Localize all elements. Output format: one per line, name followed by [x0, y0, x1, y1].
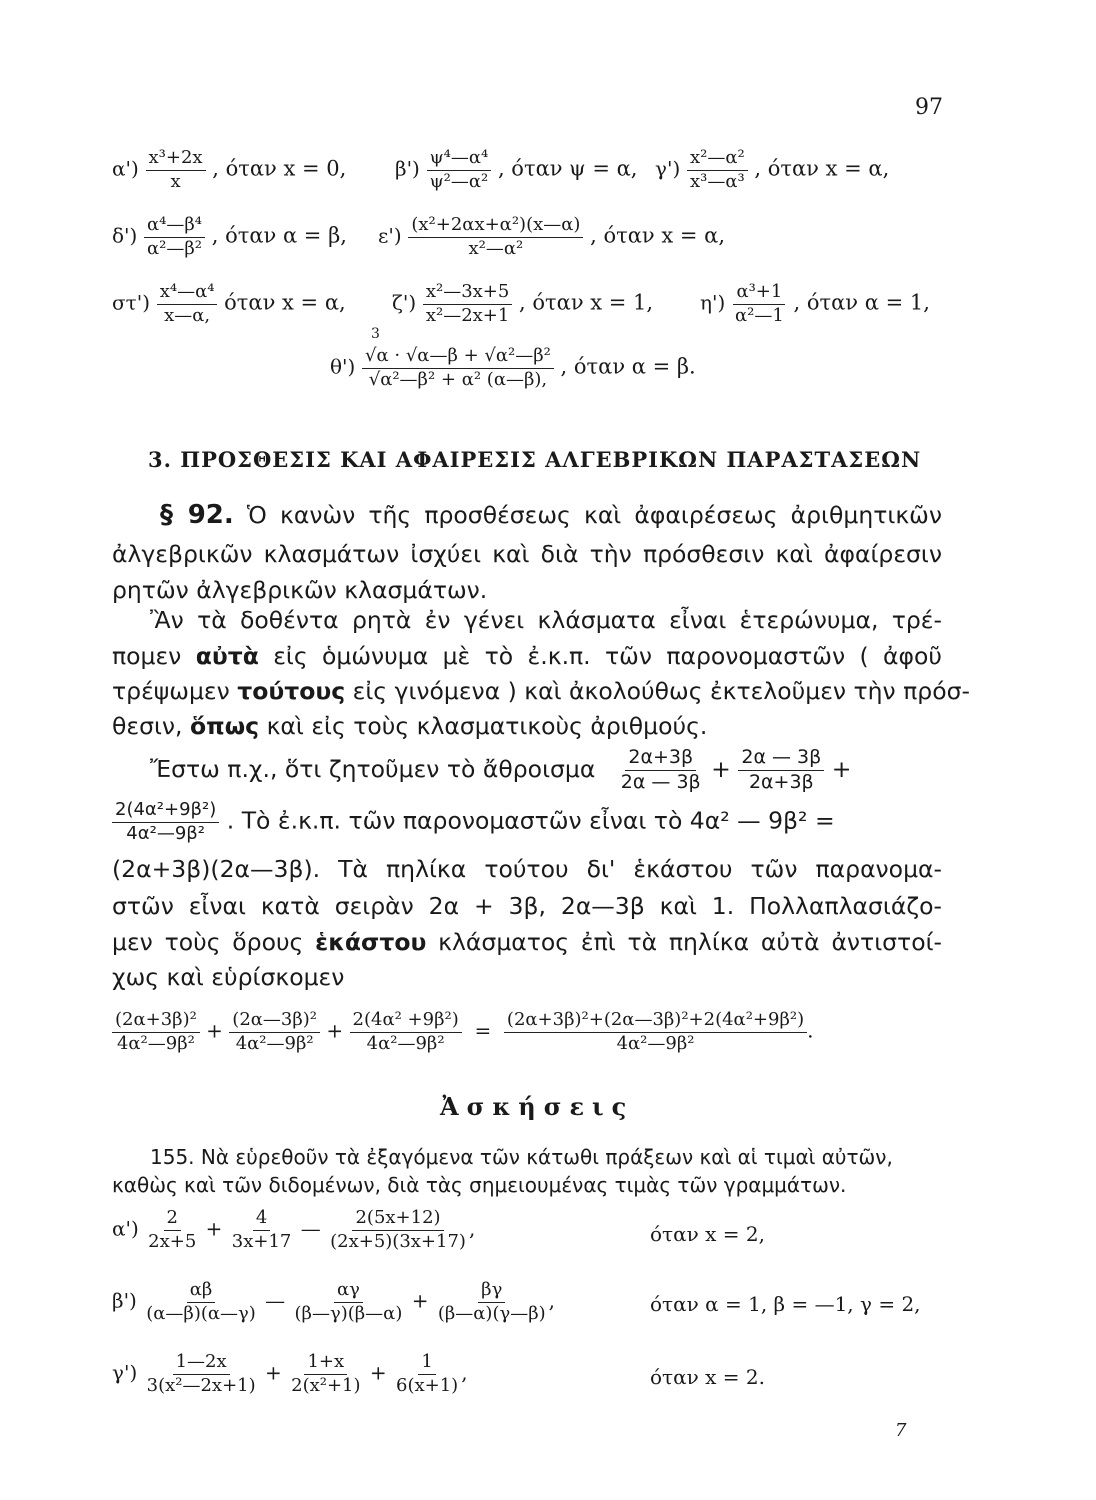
- exercise-155-g-condition: όταν x = 2.: [650, 1365, 765, 1389]
- exercise-155-b-condition: όταν α = 1, β = —1, γ = 2,: [650, 1292, 921, 1316]
- paragraph-1-line-3: ρητῶν ἀλγεβρικῶν κλασμάτων.: [112, 576, 488, 604]
- fraction: $\frac{\text{(x²+2αx+α²)(x—α)}}{\text{x²—α²}}$: [408, 215, 583, 259]
- exercises-title: Ἀσκήσεις: [440, 1092, 635, 1121]
- exercise-155-line-1: 155. Νὰ εὑρεθοῦν τὰ ἐξαγόμενα τῶν κάτωθι πράξεων καὶ αἱ τιμαὶ αὐτῶν,: [150, 1145, 893, 1169]
- paragraph-2-line-2: πομεν αὐτὰ εἰς ὁμώνυμα μὲ τὸ ἐ.κ.π. τῶν παρονομαστῶν ( ἀφοῦ: [112, 642, 942, 670]
- exercise-b-top: β') $\frac{\text{ψ⁴—α⁴}}{\text{ψ²—α²}}$ , όταν ψ = α,: [395, 147, 638, 192]
- fraction: $\frac{\text{x³+2x}}{x}$: [146, 148, 206, 192]
- exercise-155-a: α') $\frac{2}{2x+5}$ + $\frac{4}{3x+17}$ — $\frac{2(5x+12)}{(2x+5)(3x+17)}$ ,: [112, 1207, 476, 1252]
- exercise-155-b: β') $\frac{\alpha\beta}{(\alpha—\beta)(\alpha—\gamma)}$ — $\frac{\alpha\gamma}{(\beta—\gamma)(\beta—\alpha)}$ + $\frac{\beta\gamma}{(\beta—\alpha)(\gamma—\beta)}$ ,: [112, 1279, 556, 1324]
- exercise-155-a-condition: όταν x = 2,: [650, 1222, 765, 1246]
- fraction: $\frac{\alpha\beta}{(\alpha—\beta)(\alpha—\gamma)}$: [146, 1279, 256, 1324]
- exercise-z-top: ζ') $\frac{\text{x²—3x+5}}{\text{x²—2x+1}}$ , όταν x = 1,: [392, 281, 654, 326]
- exercise-d-top: δ') $\frac{\text{α⁴—β⁴}}{\text{α²—β²}}$ , όταν α = β,: [112, 214, 347, 259]
- paragraph-2-line-1: Ἂν τὰ δοθέντα ρητὰ ἐν γένει κλάσματα εἶναι ἑτερώνυμα, τρέ-: [150, 606, 942, 634]
- paragraph-4: $\frac{\text{2(4α²+9β²)}}{\text{4α²—9β²}}$ . Τὸ ἐ.κ.π. τῶν παρονομαστῶν εἶναι τὸ 4α² — 9β² =: [112, 800, 835, 844]
- fraction: $\frac{\beta\gamma}{(\beta—\alpha)(\gamma—\beta)}$: [437, 1279, 546, 1324]
- paragraph-2-line-3: τρέψωμεν τούτους εἰς γινόμενα ) καὶ ἀκολούθως ἐκτελοῦμεν τὴν πρόσ-: [112, 677, 970, 705]
- footer-signature-mark: 7: [895, 1420, 907, 1441]
- fraction: $\frac{\text{x²—3x+5}}{\text{x²—2x+1}}$: [423, 282, 513, 326]
- paragraph-3: Ἔστω π.χ., ὅτι ζητοῦμεν τὸ ἄθροισμα $\frac{2\alpha+3\beta}{2\alpha — 3\beta}$ + $\frac{2\alpha — 3\beta}{2\alpha+3\beta}$ +: [150, 746, 852, 793]
- label: α'): [112, 156, 139, 181]
- paragraph-5-line-4: χως καὶ εὑρίσκομεν: [112, 963, 345, 991]
- fraction: $\frac{\text{(2α+3β)²+(2α—3β)²+2(4α²+9β²)}}{\text{4α²—9β²}}$: [504, 1010, 807, 1054]
- exercise-th-top: θ') $\frac{\text{√α · √α—β + √α²—β²}}{\text{√α²—β² + α² (α—β),}}$ , όταν α = β.: [330, 345, 696, 390]
- fraction: $\frac{\text{ψ⁴—α⁴}}{\text{ψ²—α²}}$: [427, 148, 492, 192]
- fraction: $\frac{\text{α³+1}}{\text{α²—1}}$: [734, 281, 784, 326]
- paragraph-5-line-2: στῶν εἶναι κατὰ σειρὰν 2α + 3β, 2α—3β καὶ 1. Πολλαπλασιάζο-: [112, 892, 942, 920]
- exercise-st-top: στ') $\frac{\text{x⁴—α⁴}}{x—\alpha,}$ όταν x = α,: [112, 281, 346, 326]
- paragraph-5-line-3: μεν τοὺς ὅρους ἑκάστου κλάσματος ἐπὶ τὰ πηλίκα αὐτὰ ἀντιστοί-: [112, 928, 943, 956]
- page-number: 97: [915, 95, 943, 120]
- fraction: $\frac{1—2x}{\text{3(x²—2x+1)}}$: [146, 1351, 256, 1396]
- fraction: $\frac{\text{2(4α² +9β²)}}{\text{4α²—9β²}}$: [350, 1010, 462, 1054]
- paragraph-1-line-2: ἀλγεβρικῶν κλασμάτων ἰσχύει καὶ διὰ τὴν πρόσθεσιν καὶ ἀφαίρεσιν: [112, 540, 942, 568]
- fraction: $\frac{1}{6(x+1)}$: [396, 1351, 459, 1396]
- fraction: $\frac{2(5x+12)}{(2x+5)(3x+17)}$: [330, 1207, 466, 1252]
- fraction: $\frac{4}{3x+17}$: [231, 1207, 292, 1252]
- fraction: $\frac{1+x}{\text{2(x²+1)}}$: [291, 1351, 361, 1396]
- paragraph-5-line-1: (2α+3β)(2α—3β). Τὰ πηλίκα τούτου δι' ἑκάστου τῶν παρανομα-: [112, 855, 942, 883]
- fraction: $\frac{\text{x⁴—α⁴}}{x—\alpha,}$: [157, 282, 218, 326]
- fraction: $\frac{2\alpha+3\beta}{2\alpha — 3\beta}$: [620, 746, 701, 793]
- fraction: $\frac{\text{√α · √α—β + √α²—β²}}{\text{√α²—β² + α² (α—β),}}$: [362, 346, 554, 390]
- fraction: $\frac{\alpha\gamma}{(\beta—\gamma)(\beta—\alpha)}$: [294, 1279, 403, 1324]
- fraction: $\frac{\text{(2α—3β)²}}{\text{4α²—9β²}}$: [229, 1010, 320, 1054]
- paragraph-1-line-1: § 92. Ὁ κανὼν τῆς προσθέσεως καὶ ἀφαιρέσεως ἀριθμητικῶν: [160, 500, 942, 530]
- exercise-g-top: γ') $\frac{\text{x²—α²}}{\text{x³—α³}}$ , όταν x = α,: [655, 147, 890, 192]
- exercise-155-g: γ') $\frac{1—2x}{\text{3(x²—2x+1)}}$ + $\frac{1+x}{\text{2(x²+1)}}$ + $\frac{1}{6(x+1)}$ ,: [112, 1351, 468, 1396]
- exercise-e-top: ε') $\frac{\text{(x²+2αx+α²)(x—α)}}{\text{x²—α²}}$ , όταν x = α,: [378, 214, 725, 259]
- fraction: $\frac{2\alpha — 3\beta}{2\alpha+3\beta}$: [738, 747, 824, 794]
- fraction: $\frac{\text{α⁴—β⁴}}{\text{α²—β²}}$: [144, 215, 205, 259]
- exercise-a-top: α') $\frac{\text{x³+2x}}{x}$ , όταν x = 0,: [112, 147, 347, 192]
- cube-root-index: 3: [371, 326, 380, 342]
- fraction: $\frac{2}{2x+5}$: [148, 1207, 197, 1252]
- paragraph-2-line-4: θεσιν, ὅπως καὶ εἰς τοὺς κλασματικοὺς ἀριθμούς.: [112, 712, 708, 740]
- fraction: $\frac{\text{(2α+3β)²}}{\text{4α²—9β²}}$: [112, 1010, 200, 1054]
- sum-equation: $\frac{\text{(2α+3β)²}}{\text{4α²—9β²}}$ + $\frac{\text{(2α—3β)²}}{\text{4α²—9β²}}$ + $\frac{\text{2(4α² +9β²)}}{\text{4α²—9β²}}$ = $\frac{\text{(2α+3β)²+(2α—3β)²+2(4α²+9β²)}}{\text{4α²—9β²}}$ .: [112, 1010, 813, 1054]
- exercise-h-top: η') $\frac{\text{α³+1}}{\text{α²—1}}$ , όταν α = 1,: [700, 281, 930, 326]
- fraction: $\frac{\text{2(4α²+9β²)}}{\text{4α²—9β²}}$: [112, 800, 219, 844]
- section-heading: 3. ΠΡΟΣΘΕΣΙΣ ΚΑΙ ΑΦΑΙΡΕΣΙΣ ΑΛΓΕΒΡΙΚΩΝ ΠΑΡΑΣΤΑΣΕΩΝ: [148, 447, 922, 472]
- exercise-155-line-2: καθὼς καὶ τῶν διδομένων, διὰ τὰς σημειουμένας τιμὰς τῶν γραμμάτων.: [112, 1173, 847, 1197]
- fraction: $\frac{\text{x²—α²}}{\text{x³—α³}}$: [687, 148, 748, 192]
